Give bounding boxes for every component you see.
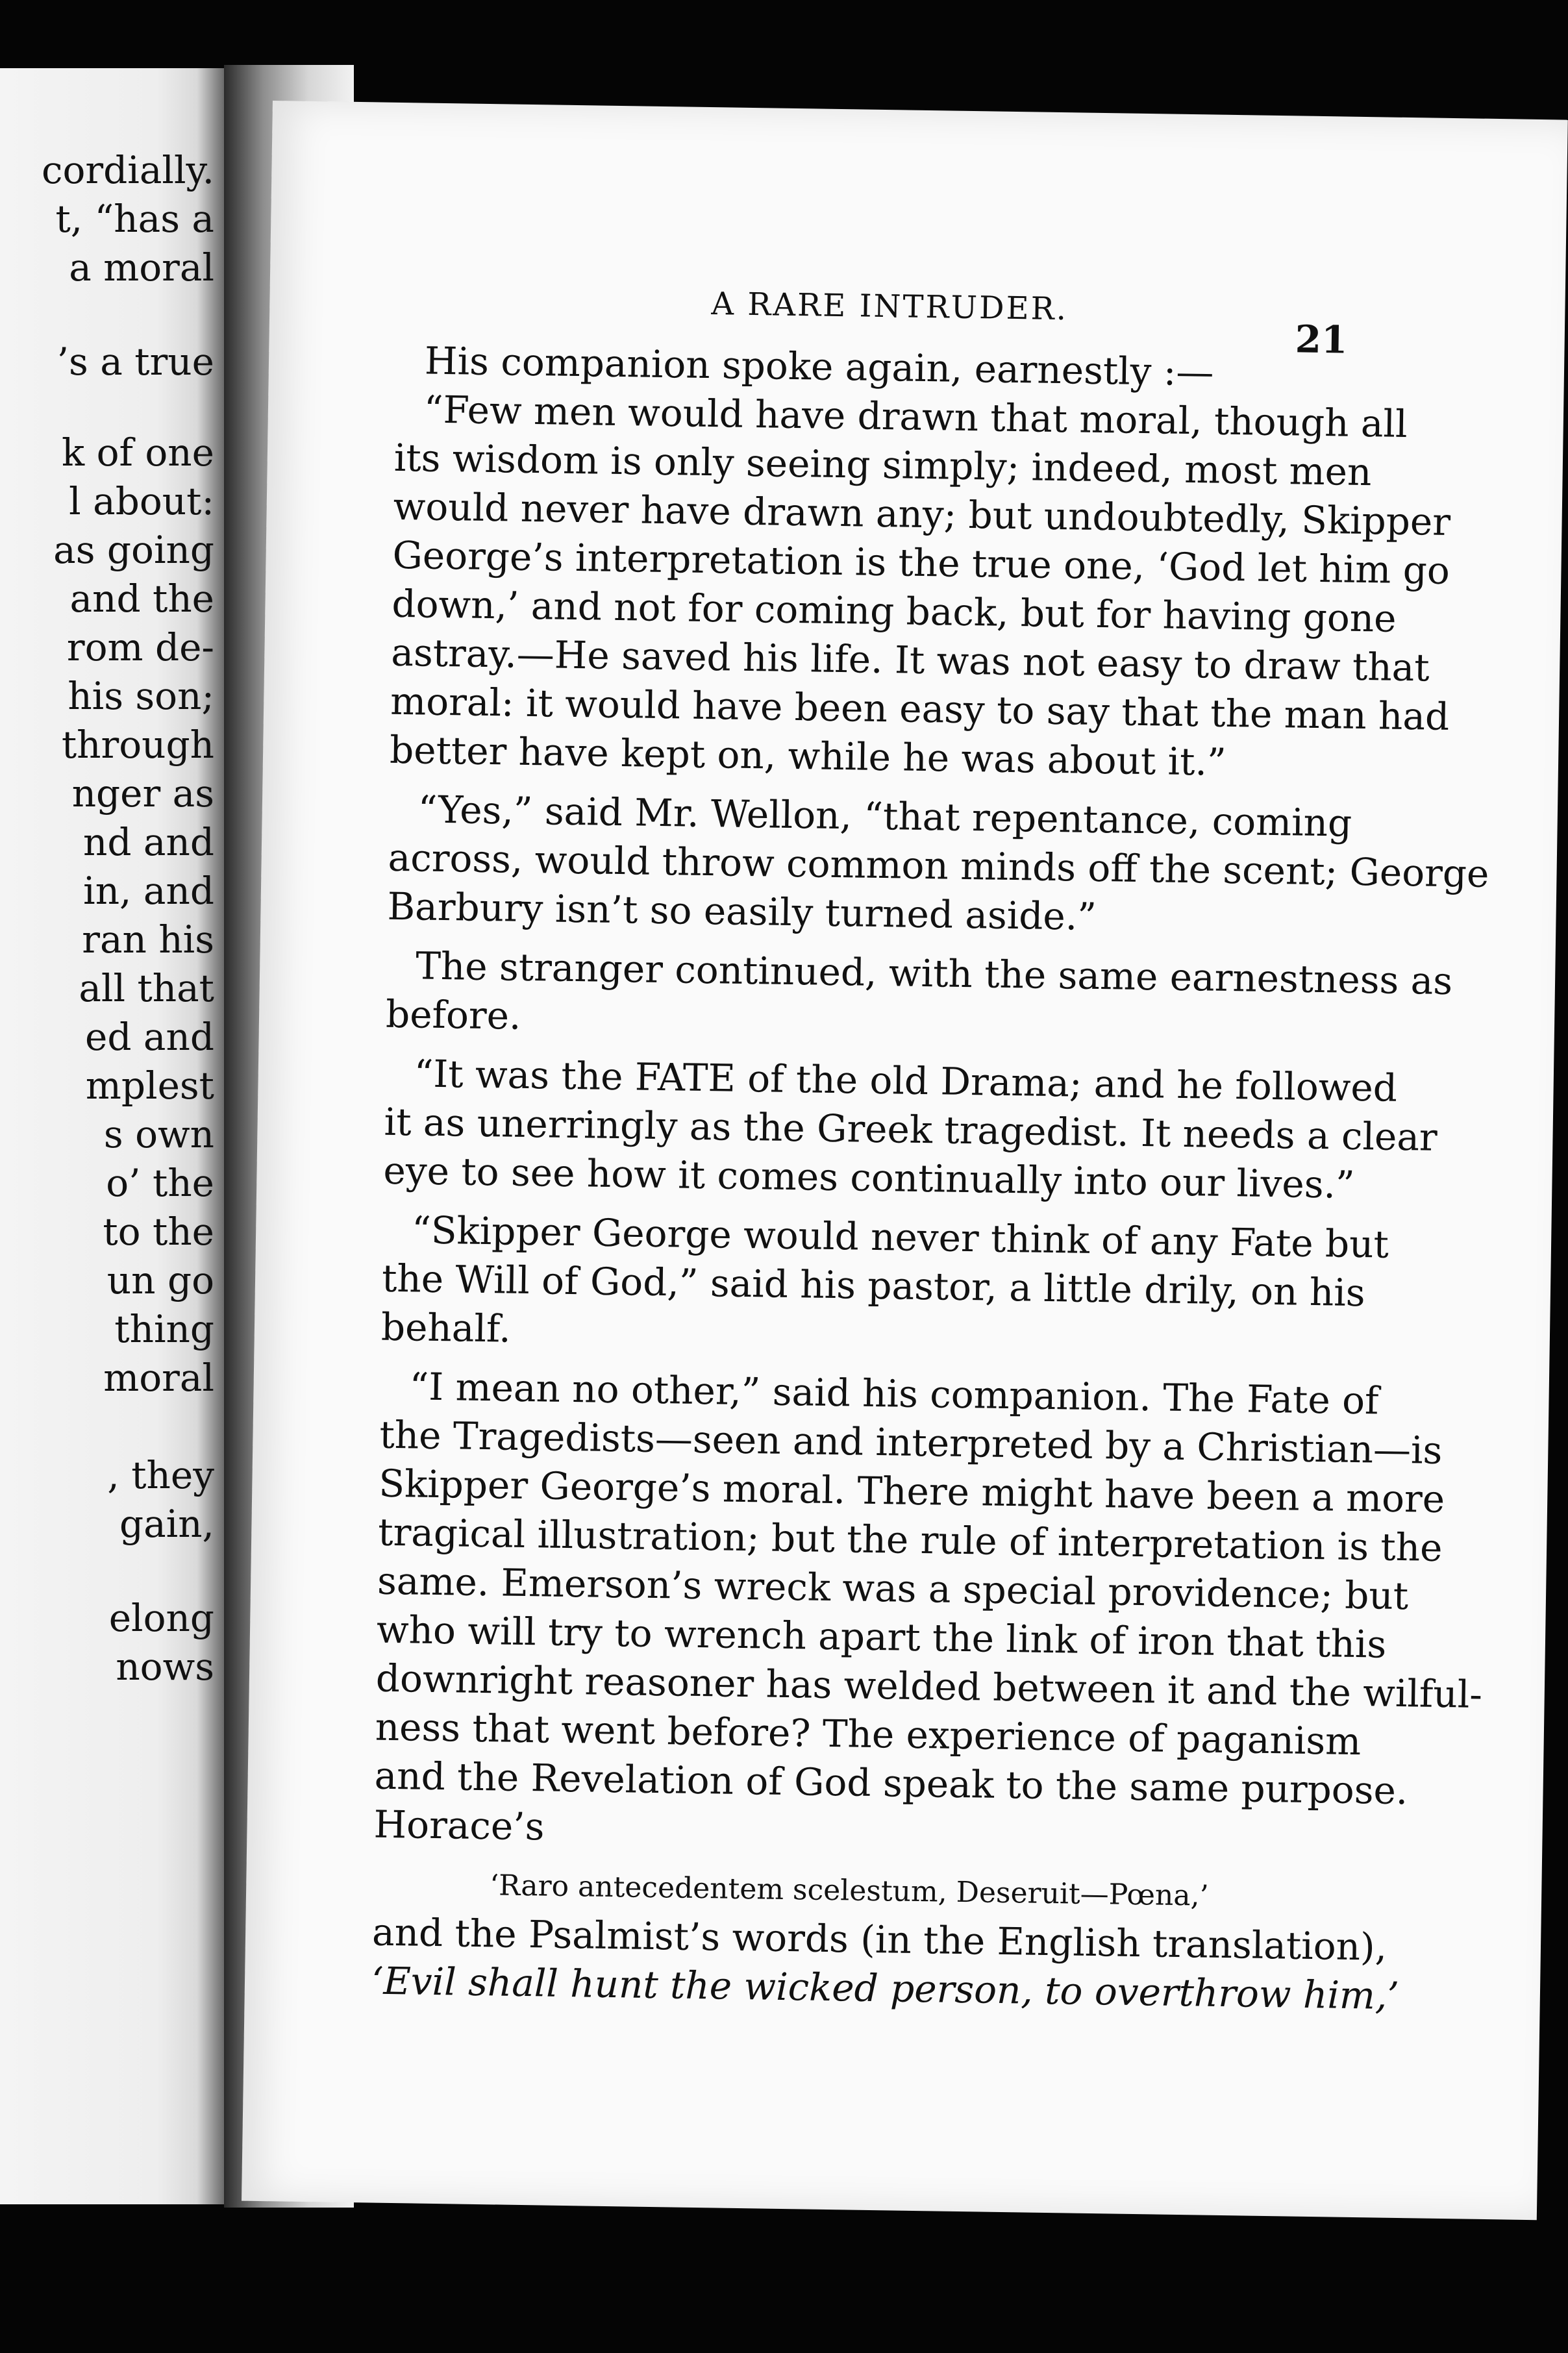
left-page-line: t, “has a	[55, 197, 214, 241]
text-line: Barbury isn’t so easily turned aside.”	[387, 884, 1097, 939]
text-line: moral: it would have been easy to say that the man had	[390, 679, 1450, 739]
right-page	[242, 101, 1568, 2220]
text-line: before.	[385, 991, 521, 1038]
text-line: “Yes,” said Mr. Wellon, “that repentance, coming	[417, 787, 1352, 845]
left-page-line: o’ the	[106, 1161, 214, 1205]
text-line: ness that went before? The experience of paganism	[375, 1704, 1362, 1764]
text-line: behalf.	[380, 1304, 512, 1351]
text-line: Horace’s	[373, 1802, 545, 1849]
text-line: same. Emerson’s wreck was a special providence; but	[377, 1558, 1409, 1619]
page-number: 21	[1295, 317, 1348, 362]
text-line: the Tragedists—seen and interpreted by a Christian—is	[379, 1412, 1443, 1473]
text-line: across, would throw common minds off the scent; George	[388, 835, 1489, 896]
left-page	[0, 68, 224, 2204]
left-page-line: s own	[103, 1112, 214, 1156]
text-line: better have kept on, while he was about it.”	[389, 727, 1227, 784]
left-page-line: cordially.	[42, 148, 214, 192]
text-line: and the Psalmist’s words (in the English translation),	[371, 1910, 1388, 1969]
left-page-line: all that	[79, 966, 214, 1010]
text-line: “It was the FATE of the old Drama; and he followed	[414, 1051, 1398, 1110]
left-page-line: through	[61, 723, 214, 767]
text-line: “Few men would have drawn that moral, though all	[423, 387, 1408, 446]
text-line: His companion spoke again, earnestly :—	[424, 338, 1214, 395]
text-line: astray.—He saved his life. It was not easy to draw that	[390, 630, 1430, 690]
left-page-line: un go	[106, 1258, 214, 1302]
left-page-line: moral	[103, 1356, 214, 1400]
text-line: down,’ and not for coming back, but for having gone	[392, 581, 1397, 641]
left-page-line: nger as	[71, 771, 214, 815]
text-line: would never have drawn any; but undoubtedly, Skipper	[393, 484, 1451, 544]
left-page-line: elong	[108, 1596, 214, 1640]
running-head: A RARE INTRUDER.	[711, 286, 1069, 328]
left-page-line: thing	[114, 1307, 214, 1351]
left-page-line: in, and	[83, 869, 214, 913]
text-line: “I mean no other,” said his companion. The Fate of	[409, 1364, 1380, 1423]
left-page-line: ed and	[85, 1015, 214, 1059]
left-page-line: k of one	[61, 430, 214, 475]
left-page-line: ’s a true	[56, 340, 214, 384]
left-page-line: a moral	[69, 245, 214, 290]
left-page-line: l about:	[69, 479, 214, 523]
text-line: its wisdom is only seeing simply; indeed, most men	[393, 435, 1372, 495]
text-line: Skipper George’s moral. There might have been a more	[378, 1461, 1445, 1522]
text-line: The stranger continued, with the same earnestness as	[415, 943, 1453, 1004]
left-page-line: as going	[53, 528, 214, 572]
text-line: ‘Raro antecedentem scelestum, Deseruit—Pœna,’	[489, 1869, 1209, 1913]
text-line: tragical illustration; but the rule of interpretation is the	[377, 1510, 1443, 1570]
left-page-line: nows	[116, 1645, 214, 1689]
left-page-line: and the	[69, 577, 214, 621]
left-page-line: mplest	[85, 1064, 214, 1108]
left-page-line: , they	[107, 1453, 214, 1497]
left-page-line: ran his	[82, 917, 214, 962]
left-page-line: rom de-	[66, 625, 214, 669]
left-page-line: gain,	[119, 1502, 214, 1546]
text-line: eye to see how it comes continually into our lives.”	[383, 1148, 1356, 1207]
text-line: downright reasoner has welded between it and the wilful-	[375, 1656, 1483, 1717]
text-line: the Will of God,” said his pastor, a little drily, on his	[381, 1256, 1366, 1315]
left-page-line: his son;	[68, 674, 214, 718]
text-line: ‘Evil shall hunt the wicked person, to overthrow him,’	[371, 1958, 1400, 2019]
left-page-line: nd and	[83, 820, 214, 864]
text-line: who will try to wrench apart the link of iron that this	[376, 1607, 1387, 1667]
body-text	[371, 336, 1489, 2019]
text-line: it as unerringly as the Greek tragedist. It needs a clear	[384, 1099, 1438, 1160]
text-line: George’s interpretation is the true one, ‘God let him go	[392, 532, 1450, 593]
text-line: and the Revelation of God speak to the same purpose.	[374, 1753, 1408, 1813]
left-page-line: to the	[103, 1210, 214, 1254]
text-line: “Skipper George would never think of any Fate but	[411, 1208, 1389, 1267]
